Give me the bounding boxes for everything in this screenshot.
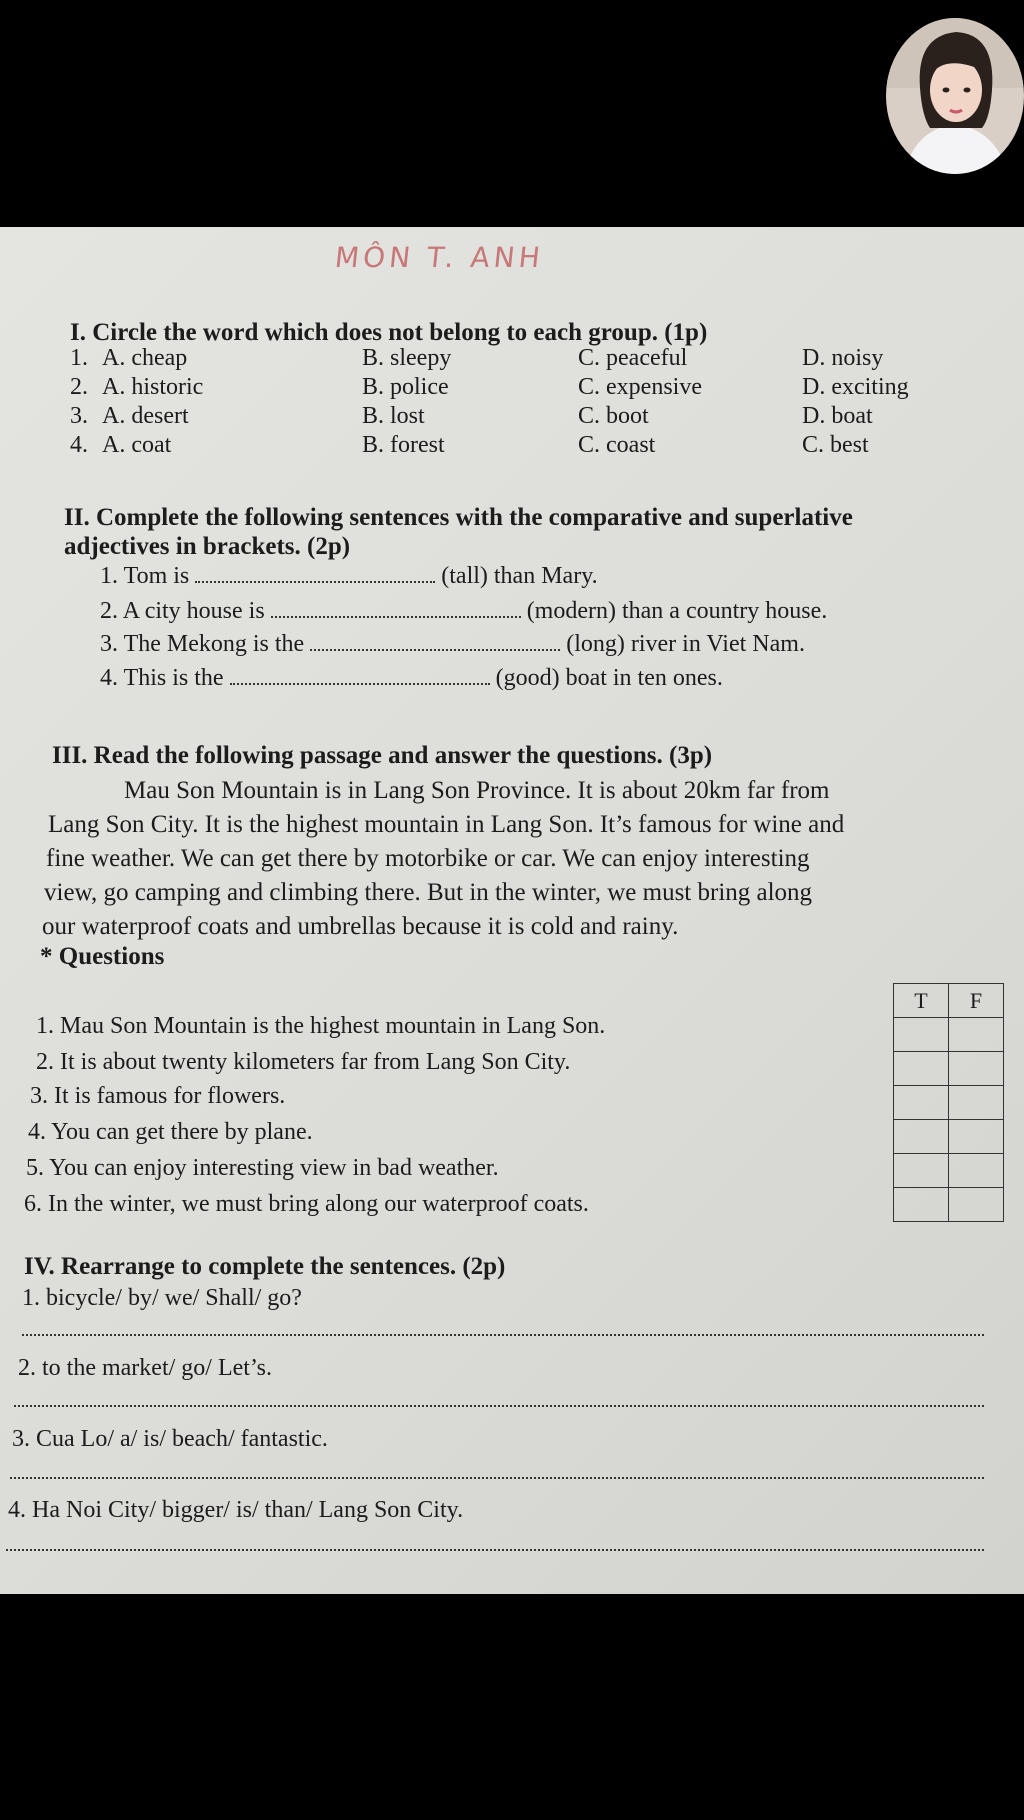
true-cell[interactable] [894, 1120, 949, 1154]
table-row [894, 1120, 1004, 1154]
sentence-end: (good) boat in ten ones. [495, 665, 723, 691]
row-number: 4. [70, 432, 88, 458]
statement: 6. In the winter, we must bring along our waterproof coats. [24, 1191, 589, 1217]
person-photo-icon [886, 18, 1024, 174]
option-b: B. forest [362, 432, 445, 458]
answer-blank[interactable] [271, 598, 521, 618]
table-row [894, 1018, 1004, 1052]
answer-blank[interactable] [230, 665, 490, 685]
section-1-row [70, 432, 970, 462]
table-row [894, 1154, 1004, 1188]
false-cell[interactable] [949, 1188, 1004, 1222]
table-row [894, 1188, 1004, 1222]
webcam-avatar [886, 18, 1024, 174]
option-b: B. sleepy [362, 345, 452, 371]
false-cell[interactable] [949, 1086, 1004, 1120]
option-d: C. best [802, 432, 869, 458]
section-2-heading: II. Complete the following sentences with the comparative and superlative [64, 504, 853, 531]
sentence-end: (modern) than a country house. [526, 598, 828, 624]
section-3-heading: III. Read the following passage and answer the questions. (3p) [52, 742, 713, 769]
option-a: A. desert [102, 403, 189, 429]
false-cell[interactable] [949, 1018, 1004, 1052]
sentence-end: (long) river in Viet Nam. [566, 631, 805, 657]
option-d: D. exciting [802, 374, 909, 400]
option-a: A. historic [102, 374, 204, 400]
table-row [894, 1086, 1004, 1120]
sentence-start: This is the [123, 665, 224, 691]
item-number: 2. [100, 598, 118, 624]
table-header-row [894, 984, 1004, 1018]
true-cell[interactable] [894, 1018, 949, 1052]
false-cell[interactable] [949, 1154, 1004, 1188]
false-column-header: F [949, 984, 1004, 1018]
true-cell[interactable] [894, 1154, 949, 1188]
sentence-start: The Mekong is the [123, 631, 305, 657]
option-a: A. coat [102, 432, 172, 458]
option-b: B. police [362, 374, 449, 400]
table-row [894, 1052, 1004, 1086]
true-cell[interactable] [894, 1086, 949, 1120]
answer-blank[interactable] [195, 563, 435, 583]
true-false-table [893, 983, 1004, 1222]
section-1-row [70, 403, 970, 433]
sentence-4 [100, 665, 723, 692]
option-b: B. lost [362, 403, 425, 429]
option-c: C. coast [578, 432, 656, 458]
worksheet-page [0, 227, 1024, 1594]
passage-line: fine weather. We can get there by motorbike or car. We can enjoy interesting [46, 845, 810, 872]
questions-label: * Questions [40, 943, 165, 970]
sentence-1 [100, 563, 598, 590]
section-2-heading-line2: adjectives in brackets. (2p) [64, 533, 351, 560]
option-d: D. noisy [802, 345, 884, 371]
false-cell[interactable] [949, 1120, 1004, 1154]
row-number: 3. [70, 403, 88, 429]
true-column-header: T [894, 984, 949, 1018]
statement: 5. You can enjoy interesting view in bad weather. [26, 1155, 499, 1181]
answer-line[interactable] [10, 1477, 984, 1479]
statement: 4. You can get there by plane. [28, 1119, 313, 1145]
passage-line: Lang Son City. It is the highest mountain in Lang Son. It’s famous for wine and [48, 811, 845, 838]
rearrange-item: 3. Cua Lo/ a/ is/ beach/ fantastic. [12, 1426, 328, 1452]
sentence-start: A city house is [122, 598, 265, 624]
option-a: A. cheap [102, 345, 188, 371]
section-1-row [70, 374, 970, 404]
rearrange-item: 1. bicycle/ by/ we/ Shall/ go? [22, 1285, 302, 1311]
item-number: 1. [100, 563, 118, 589]
item-number: 3. [100, 631, 118, 657]
answer-line[interactable] [6, 1549, 984, 1551]
section-1-row [70, 345, 970, 375]
section-1-heading: I. Circle the word which does not belong to each group. (1p) [70, 319, 708, 346]
item-number: 4. [100, 665, 118, 691]
rearrange-item: 2. to the market/ go/ Let’s. [18, 1355, 272, 1381]
sentence-3 [100, 631, 805, 658]
answer-line[interactable] [14, 1405, 984, 1407]
sentence-start: Tom is [123, 563, 190, 589]
section-4-heading: IV. Rearrange to complete the sentences. (2p) [24, 1253, 506, 1280]
option-c: C. peaceful [578, 345, 688, 371]
statement: 3. It is famous for flowers. [30, 1083, 286, 1109]
option-c: C. expensive [578, 374, 702, 400]
row-number: 1. [70, 345, 88, 371]
row-number: 2. [70, 374, 88, 400]
option-c: C. boot [578, 403, 649, 429]
option-d: D. boat [802, 403, 873, 429]
answer-blank[interactable] [310, 631, 560, 651]
rearrange-item: 4. Ha Noi City/ bigger/ is/ than/ Lang Son City. [8, 1497, 464, 1523]
statement: 2. It is about twenty kilometers far from Lang Son City. [36, 1049, 571, 1075]
passage-line: Mau Son Mountain is in Lang Son Province. It is about 20km far from [124, 777, 830, 804]
answer-line[interactable] [22, 1334, 984, 1336]
statement: 1. Mau Son Mountain is the highest mountain in Lang Son. [36, 1013, 606, 1039]
true-cell[interactable] [894, 1052, 949, 1086]
sentence-end: (tall) than Mary. [441, 563, 598, 589]
sentence-2 [100, 598, 827, 625]
false-cell[interactable] [949, 1052, 1004, 1086]
true-cell[interactable] [894, 1188, 949, 1222]
passage-line: view, go camping and climbing there. But in the winter, we must bring along [44, 879, 813, 906]
passage-line: our waterproof coats and umbrellas because it is cold and rainy. [42, 913, 679, 940]
page-title: MÔN T. ANH [333, 241, 546, 274]
